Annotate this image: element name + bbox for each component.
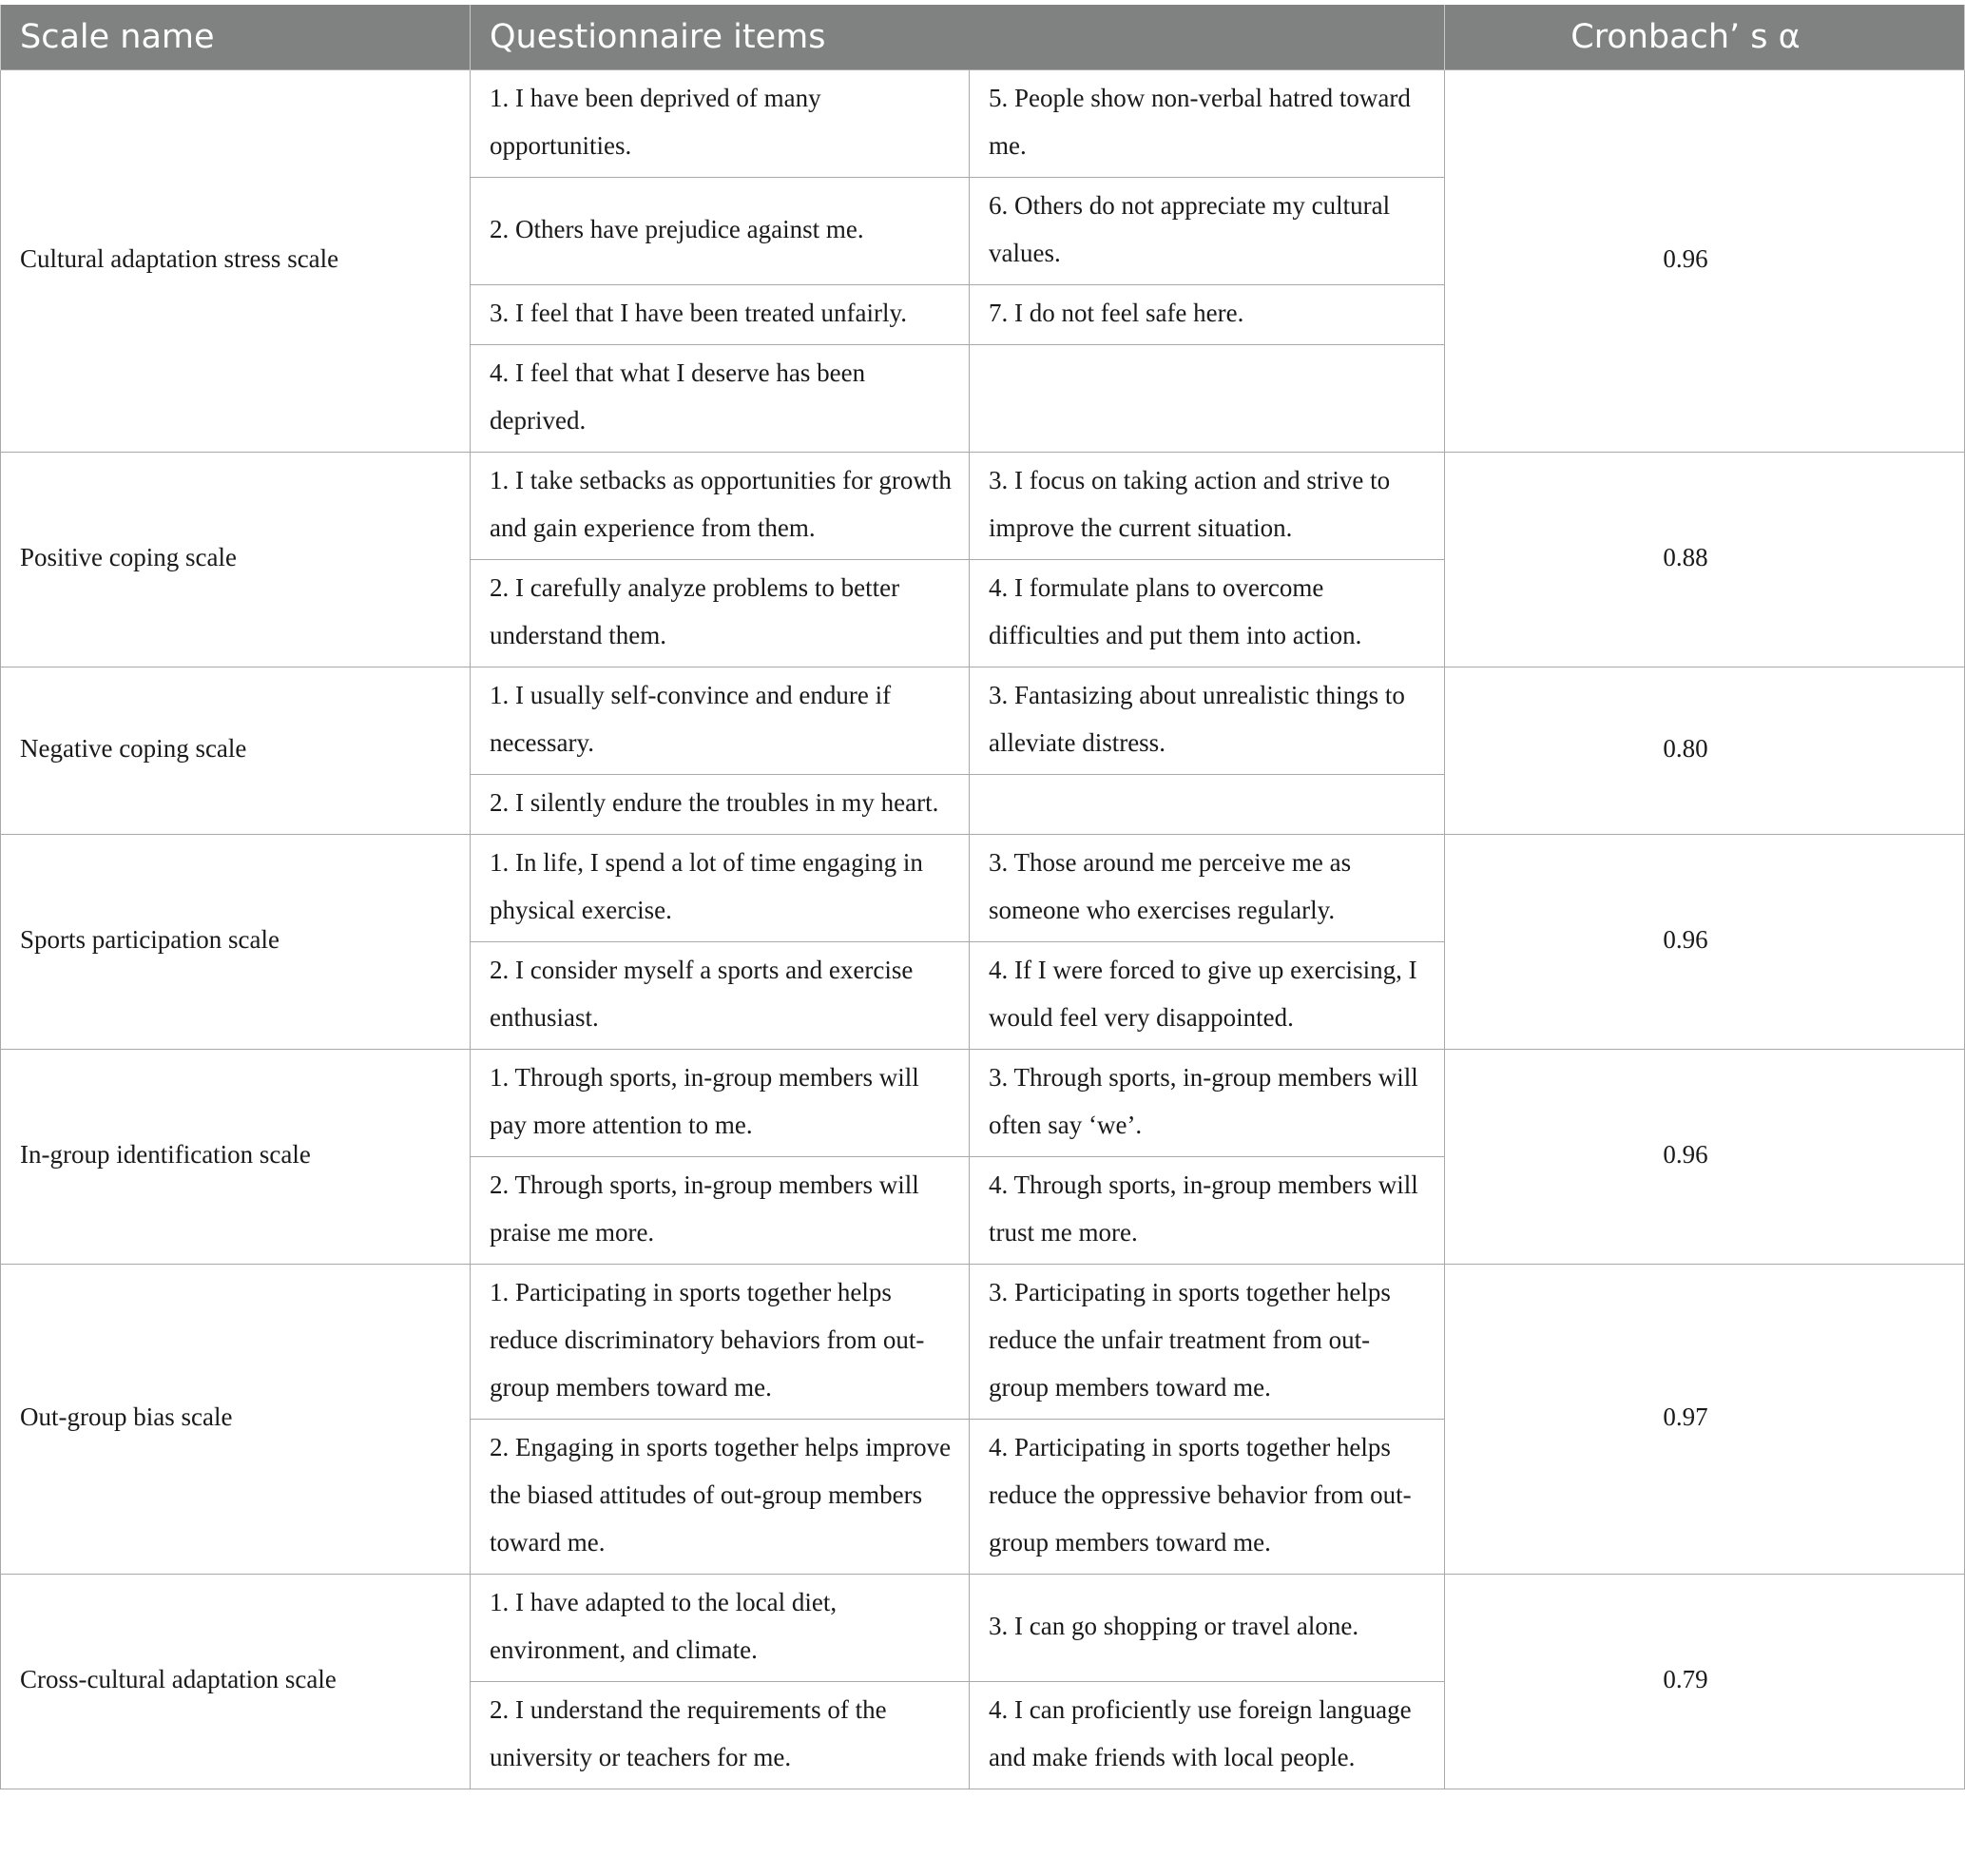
questionnaire-item-cell: 2. I understand the requirements of the university or teachers for me. [471,1681,970,1789]
scales-table [0,5,1965,1789]
questionnaire-item-cell: 2. Through sports, in-group members will praise me more. [471,1156,970,1264]
scale-name-cell: In-group identification scale [1,1049,471,1264]
questionnaire-item-cell: 4. I can proficiently use foreign language and make friends with local people. [970,1681,1445,1789]
questionnaire-item-cell: 4. If I were forced to give up exercising, I would feel very disappointed. [970,941,1445,1049]
table-row [1,1049,1965,1156]
questionnaire-item-cell: 2. I silently endure the troubles in my heart. [471,774,970,834]
scale-name-cell: Negative coping scale [1,667,471,834]
questionnaire-item-cell: 3. Participating in sports together helps reduce the unfair treatment from out-group members toward me. [970,1264,1445,1419]
questionnaire-item-cell: 2. I carefully analyze problems to better understand them. [471,559,970,667]
cronbach-alpha-cell: 0.80 [1445,667,1965,834]
questionnaire-item-cell: 1. Through sports, in-group members will pay more attention to me. [471,1049,970,1156]
questionnaire-item-cell: 2. I consider myself a sports and exercise enthusiast. [471,941,970,1049]
questionnaire-item-cell: 2. Others have prejudice against me. [471,177,970,284]
questionnaire-item-cell: 4. I feel that what I deserve has been deprived. [471,344,970,452]
header-row [1,5,1965,69]
header-scale-name: Scale name [1,5,471,69]
scale-name-cell: Cross-cultural adaptation scale [1,1574,471,1789]
table-body [1,69,1965,1789]
questionnaire-item-cell: 1. Participating in sports together helps reduce discriminatory behaviors from out-group members toward me. [471,1264,970,1419]
table-row [1,1264,1965,1419]
scale-name-cell: Out-group bias scale [1,1264,471,1574]
questionnaire-item-cell: 6. Others do not appreciate my cultural values. [970,177,1445,284]
questionnaire-item-cell: 1. I have been deprived of many opportunities. [471,69,970,177]
table-row [1,452,1965,559]
header-questionnaire-items: Questionnaire items [471,5,1445,69]
questionnaire-item-cell: 3. I feel that I have been treated unfairly. [471,284,970,344]
questionnaire-item-cell: 1. I usually self-convince and endure if necessary. [471,667,970,774]
questionnaire-item-cell: 4. Participating in sports together helps reduce the oppressive behavior from out-group members toward me. [970,1419,1445,1574]
cronbach-alpha-cell: 0.96 [1445,1049,1965,1264]
questionnaire-item-cell: 3. Fantasizing about unrealistic things to alleviate distress. [970,667,1445,774]
questionnaire-item-cell: 4. Through sports, in-group members will trust me more. [970,1156,1445,1264]
header-cronbach-alpha: Cronbach’ s α [1445,5,1965,69]
questionnaire-item-cell: 3. I focus on taking action and strive to improve the current situation. [970,452,1445,559]
questionnaire-item-cell: 3. Through sports, in-group members will often say ‘we’. [970,1049,1445,1156]
questionnaire-item-cell [970,344,1445,452]
cronbach-alpha-cell: 0.96 [1445,834,1965,1049]
cronbach-alpha-cell: 0.97 [1445,1264,1965,1574]
table-row [1,834,1965,941]
table-row [1,667,1965,774]
scale-name-cell: Cultural adaptation stress scale [1,69,471,452]
questionnaire-item-cell: 1. In life, I spend a lot of time engaging in physical exercise. [471,834,970,941]
questionnaire-item-cell: 3. I can go shopping or travel alone. [970,1574,1445,1681]
cronbach-alpha-cell: 0.79 [1445,1574,1965,1789]
cronbach-alpha-cell: 0.96 [1445,69,1965,452]
scale-name-cell: Positive coping scale [1,452,471,667]
questionnaire-item-cell: 7. I do not feel safe here. [970,284,1445,344]
questionnaire-item-cell: 5. People show non-verbal hatred toward me. [970,69,1445,177]
questionnaire-item-cell: 2. Engaging in sports together helps improve the biased attitudes of out-group members toward me. [471,1419,970,1574]
questionnaire-item-cell: 1. I have adapted to the local diet, environment, and climate. [471,1574,970,1681]
table-row [1,1574,1965,1681]
questionnaire-item-cell [970,774,1445,834]
questionnaire-item-cell: 1. I take setbacks as opportunities for growth and gain experience from them. [471,452,970,559]
questionnaire-item-cell: 4. I formulate plans to overcome difficulties and put them into action. [970,559,1445,667]
scale-name-cell: Sports participation scale [1,834,471,1049]
table-row [1,69,1965,177]
questionnaire-item-cell: 3. Those around me perceive me as someone who exercises regularly. [970,834,1445,941]
cronbach-alpha-cell: 0.88 [1445,452,1965,667]
